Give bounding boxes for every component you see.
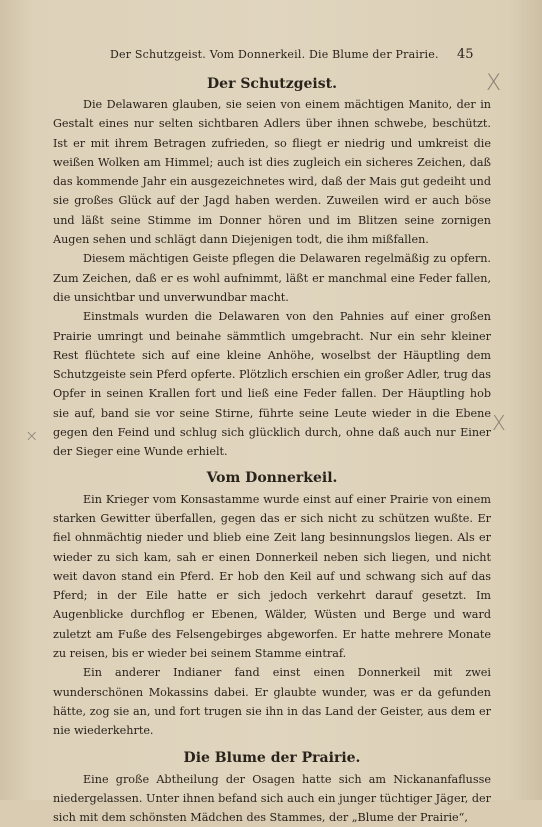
running-title: Der Schutzgeist. Vom Donnerkeil. Die Blume der Prairie. [110, 48, 439, 61]
pencil-mark-left: × [25, 426, 38, 445]
paragraph: Diesem mächtigen Geiste pflegen die Delawaren regelmäßig zu opfern. Zum Zeichen, daß er es wohl aufnimmt, läßt er manchmal eine Feder fallen, die unsichtbar und unverwundbar macht. [53, 249, 491, 307]
section-blume-der-prairie [53, 748, 491, 827]
pencil-mark-right: X [492, 411, 506, 435]
page-number: 45 [457, 47, 474, 62]
paragraph: Ein anderer Indianer fand einst einen Donnerkeil mit zwei wunderschönen Mokassins dabei. Er glaubte wunder, was er da gefunden hätte, zog sie an, und fort trugen sie ihn in das Land der Geister, aus dem er nie wiederkehrte. [53, 663, 491, 740]
page-header [0, 46, 542, 66]
paragraph: Die Delawaren glauben, sie seien von einem mächtigen Manito, der in Gestalt eines nur selten sichtbaren Adlers über ihnen schwebe, beschützt. Ist er mit ihrem Betragen zufrieden, so fliegt er niedrig und umkreist die weißen Wolken am Himmel; auch ist dies zugleich ein sicheres Zeichen, daß das kommende Jahr ein ausgezeichnetes wird, daß der Mais gut gedeiht und sie großes Glück auf der Jagd haben werden. Zuweilen wird er auch böse und läßt seine Stimme im Donner hören und im Blitzen seine zornigen Augen sehen und schlägt dann Diejenigen todt, die ihm mißfallen. [53, 95, 491, 249]
section-title: Der Schutzgeist. [53, 74, 491, 94]
pencil-mark-top-right: X [486, 71, 501, 96]
section-title: Die Blume der Prairie. [53, 748, 491, 768]
paragraph: Eine große Abtheilung der Osagen hatte sich am Nickananfaflusse niedergelassen. Unter ihnen befand sich auch ein junger tüchtiger Jäger, der sich mit dem schönsten Mädchen des Stammes, der „Blume der Prairie“, [53, 770, 491, 827]
section-schutzgeist [53, 74, 491, 462]
paragraph: Einstmals wurden die Delawaren von den Pahnies auf einer großen Prairie umringt und beinahe sämmtlich umgebracht. Nur ein sehr kleiner Rest flüchtete sich auf eine kleine Anhöhe, woselbst der Häuptling dem Schutzgeiste sein Pferd opferte. Plötzlich erschien ein großer Adler, trug das Opfer in seinen Krallen fort und ließ eine Feder fallen. Der Häuptling hob sie auf, band sie vor seine Stirne, führte seine Leute wieder in die Ebene gegen den Feind und schlug sich glücklich durch, ohne daß auch nur Einer der Sieger eine Wunde erhielt. [53, 307, 491, 461]
page-body [53, 74, 491, 827]
section-title: Vom Donnerkeil. [53, 468, 491, 488]
section-donnerkeil [53, 468, 491, 741]
paragraph: Ein Krieger vom Konsastamme wurde einst auf einer Prairie von einem starken Gewitter überfallen, gegen das er sich nicht zu schützen wußte. Er fiel ohnmächtig nieder und blieb eine Zeit lang besinnungslos liegen. Als er wieder zu sich kam, sah er einen Donnerkeil neben sich liegen, und nicht weit davon stand ein Pferd. Er hob den Keil auf und schwang sich auf das Pferd; in der Eile hatte er sich jedoch verkehrt darauf gesetzt. Im Augenblicke durchflog er Ebenen, Wälder, Wüsten und Berge und ward zuletzt am Fuße des Felsengebirges abgeworfen. Er hatte mehrere Monate zu reisen, bis er wieder bei seinem Stamme eintraf. [53, 490, 491, 664]
